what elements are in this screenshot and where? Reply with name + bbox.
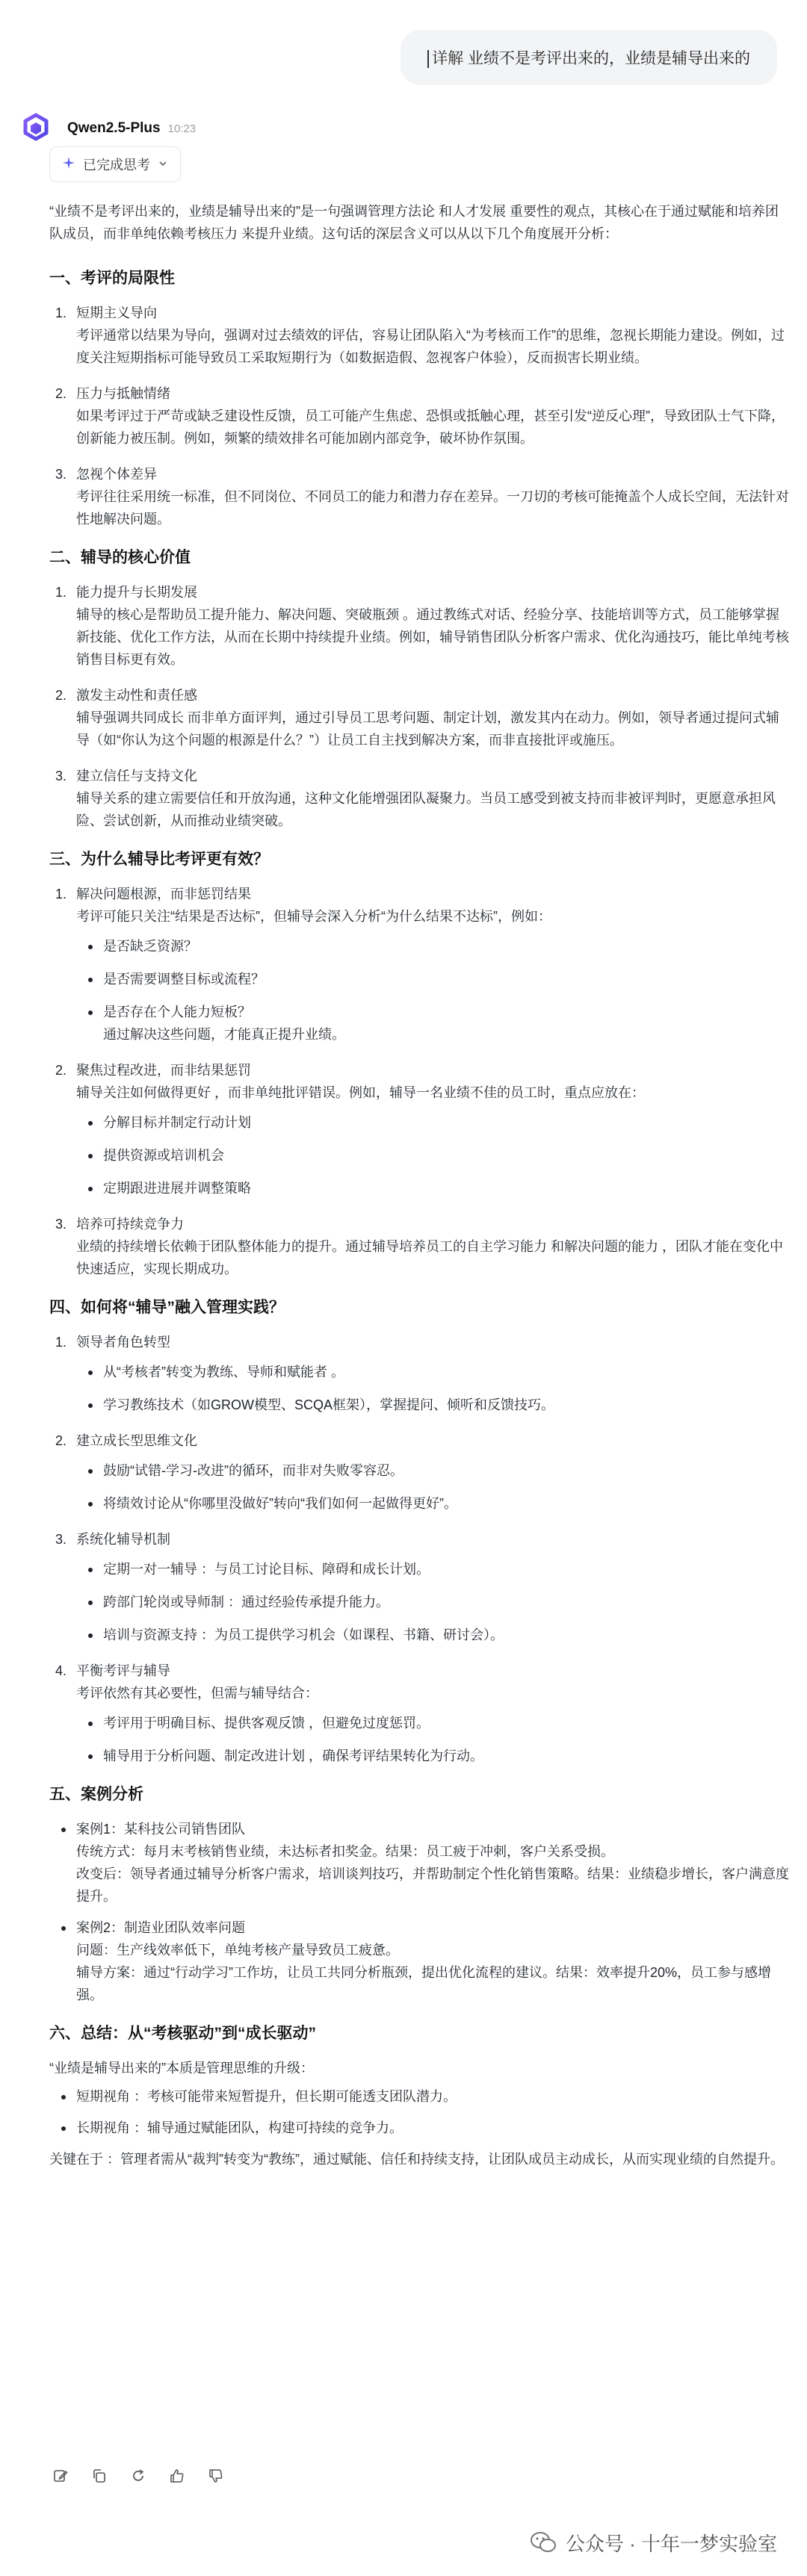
watermark-text: 公众号 · 十年一梦实验室: [565, 2532, 777, 2555]
case-line: 辅导方案：通过“行动学习”工作坊，让员工共同分析瓶颈，提出优化流程的建议。结果：效率提升20%，员工参与感增强。: [76, 1965, 772, 2002]
item-body: 考评往往采用统一标准，但不同岗位、不同员工的能力和潜力存在差异。一刀切的考核可能掩盖个人成长空间，无法针对性地解决问题。: [76, 489, 789, 527]
thinking-status-label: 已完成思考: [83, 158, 150, 173]
section-heading: 六、总结：从“考核驱动”到“成长驱动”: [49, 2025, 316, 2042]
case-item: [49, 1917, 789, 2006]
intro-paragraph: “业绩不是考评出来的，业绩是辅导出来的”是一句强调管理方法论 和人才发展 重要性的观点，其核心在于通过赋能和培养团队成员，而非单纯依赖考核压力 来提升业绩。这句话的深层含义可以从以下几个角度展开分析：: [49, 204, 779, 241]
item-body: 考评依然有其必要性，但需与辅导结合：: [76, 1686, 318, 1701]
thinking-toggle[interactable]: [49, 146, 181, 182]
section-heading: 五、案例分析: [49, 1786, 143, 1803]
wechat-icon: [528, 2527, 558, 2557]
list-item: 4. 平衡考评与辅导 考评依然有其必要性，但需与辅导结合： 考评用于明确目标、提供客观反馈 ，但避免过度惩罚。 辅导用于分析问题、制定改进计划 ，确保考评结果转化为行动。: [49, 1660, 789, 1767]
model-name: Qwen2.5-Plus: [67, 120, 161, 136]
list-item: 3. 建立信任与支持文化 辅导关系的建立需要信任和开放沟通，这种文化能增强团队凝聚力。当员工感受到被支持而非被评判时，更愿意承担风险、尝试创新，从而推动业绩突破。: [49, 765, 789, 832]
sub-bullet: 是否存在个人能力短板？ 通过解决这些问题，才能真正提升业绩。: [76, 1001, 789, 1046]
sub-bullet: 定期跟进进展并调整策略: [76, 1177, 789, 1199]
sub-bullet: 跨部门轮岗或导师制 ：通过经验传承提升能力。: [76, 1591, 789, 1613]
sub-bullet: 培训与资源支持 ：为员工提供学习机会（如课程、书籍、研讨会）。: [76, 1624, 789, 1646]
item-body: 辅导强调共同成长 而非单方面评判，通过引导员工思考问题、制定计划，激发其内在动力。例如，领导者通过提问式辅导（如“你认为这个问题的根源是什么？”）让员工自主找到解决方案，而非直接批评或施压。: [76, 710, 779, 748]
item-title: 建立成长型思维文化: [76, 1433, 197, 1448]
sub-bullet: 定期一对一辅导 ：与员工讨论目标、障碍和成长计划。: [76, 1558, 789, 1580]
assistant-header: [18, 111, 196, 146]
qwen-logo-icon: [18, 111, 54, 146]
thumbs-down-icon[interactable]: [205, 2465, 227, 2487]
closing-paragraph: 关键在于 ：管理者需从“裁判”转变为“教练”，通过赋能、信任和持续支持，让团队成员主动成长，从而实现业绩的自然提升。: [49, 2152, 784, 2167]
list-item: 1. 解决问题根源，而非惩罚结果 考评可能只关注“结果是否达标”，但辅导会深入分析“为什么结果不达标”，例如： 是否缺乏资源？ 是否需要调整目标或流程？ 是否存在个人能力短板？ 通过解决这些问题，才能真正提升业绩。: [49, 883, 789, 1046]
item-body: 考评通常以结果为导向，强调对过去绩效的评估，容易让团队陷入“为考核而工作”的思维，忽视长期能力建设。例如，过度关注短期指标可能导致员工采取短期行为（如数据造假、忽视客户体验），反而损害长期业绩。: [76, 328, 785, 365]
item-title: 短期主义导向: [76, 305, 157, 320]
summary-bullet: 短期视角 ：考核可能带来短暂提升，但长期可能透支团队潜力。: [49, 2085, 789, 2108]
sub-bullet: 是否缺乏资源？: [76, 935, 789, 958]
edit-icon[interactable]: [49, 2465, 72, 2487]
sparkle-icon: [62, 156, 75, 173]
item-title: 领导者角色转型: [76, 1335, 170, 1350]
message-actions: [49, 2465, 227, 2487]
sub-bullet: 辅导用于分析问题、制定改进计划 ，确保考评结果转化为行动。: [76, 1745, 789, 1767]
list-item: 1. 领导者角色转型 从“考核者”转变为教练、导师和赋能者 。 学习教练技术（如GROW模型、SCQA框架），掌握提问、倾听和反馈技巧。: [49, 1331, 789, 1416]
list-item: 2. 聚焦过程改进，而非结果惩罚 辅导关注如何做得更好 ，而非单纯批评错误。例如，辅导一名业绩不佳的员工时，重点应放在： 分解目标并制定行动计划 提供资源或培训机会 定期跟进进展并调整策略: [49, 1059, 789, 1199]
assistant-response: [49, 200, 789, 2170]
text-cursor: [427, 50, 429, 68]
sub-bullet: 是否需要调整目标或流程？: [76, 968, 789, 990]
regenerate-icon[interactable]: [127, 2465, 149, 2487]
item-title: 平衡考评与辅导: [76, 1663, 170, 1678]
item-body: 辅导关系的建立需要信任和开放沟通，这种文化能增强团队凝聚力。当员工感受到被支持而非被评判时，更愿意承担风险、尝试创新，从而推动业绩突破。: [76, 791, 776, 828]
section-heading: 四、如何将“辅导”融入管理实践？: [49, 1299, 285, 1316]
item-title: 激发主动性和责任感: [76, 688, 197, 703]
item-title: 建立信任与支持文化: [76, 769, 197, 783]
sub-bullet: 分解目标并制定行动计划: [76, 1111, 789, 1134]
section-heading: 二、辅导的核心价值: [49, 549, 191, 566]
sub-bullet: 提供资源或培训机会: [76, 1144, 789, 1167]
list-item: 2. 压力与抵触情绪 如果考评过于严苛或缺乏建设性反馈，员工可能产生焦虑、恐惧或抵触心理，甚至引发“逆反心理”，导致团队士气下降，创新能力被压制。例如，频繁的绩效排名可能加剧内部竞争，破坏协作氛围。: [49, 382, 789, 450]
item-title: 系统化辅导机制: [76, 1532, 170, 1547]
item-title: 聚焦过程改进，而非结果惩罚: [76, 1063, 251, 1078]
sub-bullet: 从“考核者”转变为教练、导师和赋能者 。: [76, 1361, 789, 1383]
item-body: 业绩的持续增长依赖于团队整体能力的提升。通过辅导培养员工的自主学习能力 和解决问题的能力 ，团队才能在变化中快速适应，实现长期成功。: [76, 1239, 783, 1276]
item-title: 忽视个体差异: [76, 467, 157, 482]
list-item: 3. 培养可持续竞争力 业绩的持续增长依赖于团队整体能力的提升。通过辅导培养员工的自主学习能力 和解决问题的能力 ，团队才能在变化中快速适应，实现长期成功。: [49, 1213, 789, 1280]
case-title: 案例1：某科技公司销售团队: [76, 1822, 246, 1837]
item-title: 能力提升与长期发展: [76, 585, 197, 600]
chevron-down-icon: [158, 157, 168, 173]
case-item: [49, 1818, 789, 1908]
section-heading: 一、考评的局限性: [49, 270, 175, 287]
item-title: 解决问题根源，而非惩罚结果: [76, 887, 251, 901]
case-title: 案例2：制造业团队效率问题: [76, 1920, 246, 1935]
case-line: 问题：生产线效率低下，单纯考核产量导致员工疲惫。: [76, 1943, 399, 1958]
item-title: 培养可持续竞争力: [76, 1217, 184, 1232]
item-title: 压力与抵触情绪: [76, 386, 170, 401]
item-body: 辅导关注如何做得更好 ，而非单纯批评错误。例如，辅导一名业绩不佳的员工时，重点应放在：: [76, 1085, 645, 1100]
case-line: 改变后：领导者通过辅导分析客户需求，培训谈判技巧，并帮助制定个性化销售策略。结果：业绩稳步增长，客户满意度提升。: [76, 1866, 789, 1904]
summary-bullet: 长期视角 ：辅导通过赋能团队，构建可持续的竞争力。: [49, 2117, 789, 2139]
user-message-bubble: [401, 30, 777, 85]
user-message-text: 详解 业绩不是考评出来的，业绩是辅导出来的: [432, 50, 750, 67]
thumbs-up-icon[interactable]: [166, 2465, 188, 2487]
sub-bullet: 鼓励“试错-学习-改进”的循环，而非对失败零容忍。: [76, 1459, 789, 1482]
sub-bullet: 学习教练技术（如GROW模型、SCQA框架），掌握提问、倾听和反馈技巧。: [76, 1394, 789, 1416]
section-heading: 三、为什么辅导比考评更有效？: [49, 851, 269, 868]
item-body: 考评可能只关注“结果是否达标”，但辅导会深入分析“为什么结果不达标”，例如：: [76, 909, 551, 924]
item-body: 辅导的核心是帮助员工提升能力、解决问题、突破瓶颈 。通过教练式对话、经验分享、技能培训等方式，员工能够掌握新技能、优化工作方法，从而在长期中持续提升业绩。例如，辅导销售团队分析客户需求、优化沟通技巧，能比单纯考核销售目标更有效。: [76, 607, 789, 667]
list-item: 1. 短期主义导向 考评通常以结果为导向，强调对过去绩效的评估，容易让团队陷入“为考核而工作”的思维，忽视长期能力建设。例如，过度关注短期指标可能导致员工采取短期行为（如数据造假、忽视客户体验），反而损害长期业绩。: [49, 302, 789, 369]
watermark: [528, 2527, 777, 2557]
list-item: 3. 忽视个体差异 考评往往采用统一标准，但不同岗位、不同员工的能力和潜力存在差异。一刀切的考核可能掩盖个人成长空间，无法针对性地解决问题。: [49, 463, 789, 530]
list-item: 2. 建立成长型思维文化 鼓励“试错-学习-改进”的循环，而非对失败零容忍。 将绩效讨论从“你哪里没做好”转向“我们如何一起做得更好”。: [49, 1430, 789, 1515]
list-item: 2. 激发主动性和责任感 辅导强调共同成长 而非单方面评判，通过引导员工思考问题、制定计划，激发其内在动力。例如，领导者通过提问式辅导（如“你认为这个问题的根源是什么？”）让员工自主找到解决方案，而非直接批评或施压。: [49, 684, 789, 751]
list-item: 3. 系统化辅导机制 定期一对一辅导 ：与员工讨论目标、障碍和成长计划。 跨部门轮岗或导师制 ：通过经验传承提升能力。 培训与资源支持 ：为员工提供学习机会（如课程、书籍、研讨会）。: [49, 1528, 789, 1646]
sub-bullet: 考评用于明确目标、提供客观反馈 ，但避免过度惩罚。: [76, 1712, 789, 1734]
item-after: 通过解决这些问题，才能真正提升业绩。: [103, 1027, 345, 1042]
summary-lead: “业绩是辅导出来的”本质是管理思维的升级：: [49, 2061, 314, 2076]
message-timestamp: 10:23: [167, 122, 197, 135]
case-line: 传统方式：每月末考核销售业绩，未达标者扣奖金。结果：员工疲于冲刺，客户关系受损。: [76, 1844, 614, 1859]
list-item: 1. 能力提升与长期发展 辅导的核心是帮助员工提升能力、解决问题、突破瓶颈 。通过教练式对话、经验分享、技能培训等方式，员工能够掌握新技能、优化工作方法，从而在长期中持续提升业绩。例如，辅导销售团队分析客户需求、优化沟通技巧，能比单纯考核销售目标更有效。: [49, 581, 789, 671]
item-body: 如果考评过于严苛或缺乏建设性反馈，员工可能产生焦虑、恐惧或抵触心理，甚至引发“逆反心理”，导致团队士气下降，创新能力被压制。例如，频繁的绩效排名可能加剧内部竞争，破坏协作氛围。: [76, 409, 785, 446]
copy-icon[interactable]: [88, 2465, 111, 2487]
sub-bullet: 将绩效讨论从“你哪里没做好”转向“我们如何一起做得更好”。: [76, 1492, 789, 1515]
